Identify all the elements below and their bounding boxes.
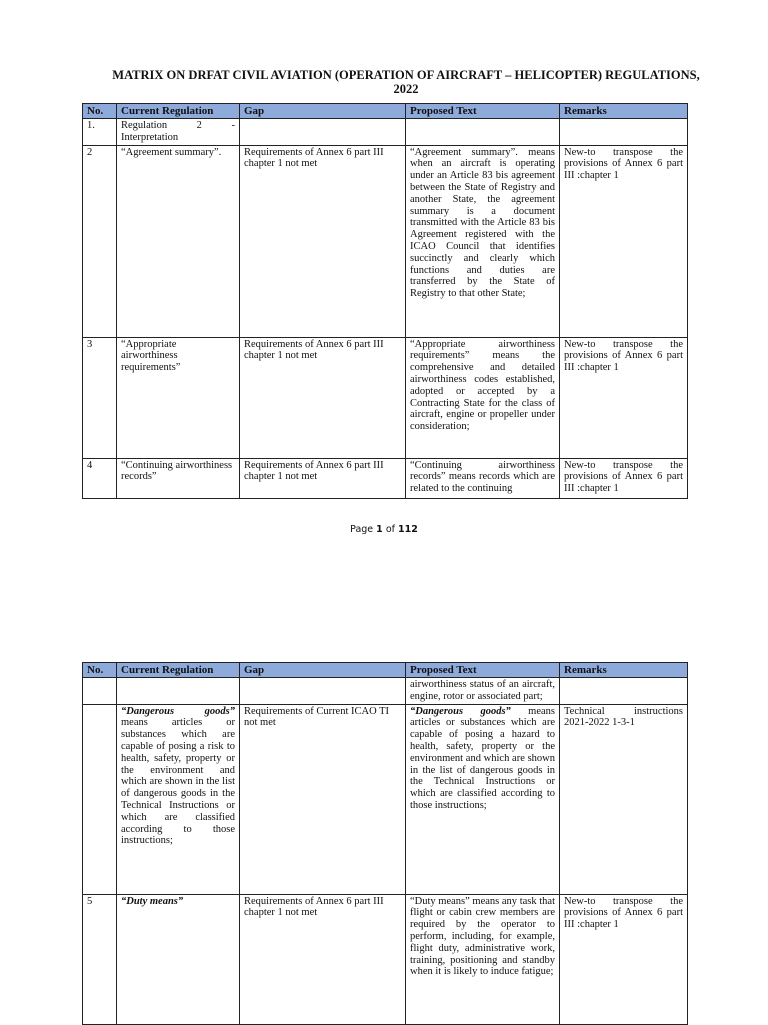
cell-current-regulation [117,894,240,1024]
table-row [83,704,688,894]
cell-no: 1. [83,119,117,146]
footer-prefix: Page [350,524,377,535]
cell-current-regulation: “Agreement summary”. [117,145,240,337]
cell-no: 3 [83,337,117,458]
cell-current-regulation: “Continuing airworthiness records” [117,458,240,498]
cell-no [83,678,117,705]
page-title [110,68,702,96]
dangerous-goods-definition: means articles or substances which are capable of posing a risk to health, safety, property or the environment and which are shown in the list of dangerous goods in the Technical Instructions or which are classified according to those instructions; [121,717,235,847]
cell-gap: Requirements of Current ICAO TI not met [240,704,406,894]
cell-no: 4 [83,458,117,498]
dangerous-goods-proposed-term: “Dangerous goods” [410,705,511,717]
footer-of: of [382,524,398,535]
cell-remarks: New-to transpose the provisions of Annex 6 part III :chapter 1 [560,145,688,337]
cell-current-regulation [117,704,240,894]
cell-current-regulation: “Appropriate airworthiness requirements” [117,337,240,458]
regulation-matrix-table-page-1 [82,103,688,499]
cell-proposed-text [406,119,560,146]
cell-proposed-text: “Appropriate airworthiness requirements” means the comprehensive and detailed airworthiness codes established, adopted or accepted by a Contracting State for the class of aircraft, engine or propeller under consideration; [406,337,560,458]
cell-proposed-text: airworthiness status of an aircraft, engine, rotor or associated part; [406,678,560,705]
table-header-row [83,104,688,119]
cell-remarks: New-to transpose the provisions of Annex 6 part III :chapter 1 [560,894,688,1024]
cell-remarks: Technical instructions 2021-2022 1-3-1 [560,704,688,894]
page-title-line-1: MATRIX ON DRFAT CIVIL AVIATION (OPERATION OF AIRCRAFT – HELICOPTER) REGULATIONS, [112,68,700,82]
cell-remarks [560,119,688,146]
cell-remarks: New-to transpose the provisions of Annex 6 part III :chapter 1 [560,458,688,498]
dangerous-goods-term: “Dangerous goods” [121,705,235,717]
header-no: No. [83,104,117,119]
table-row [83,119,688,146]
footer-total-pages: 112 [398,524,418,535]
table-header-row [83,663,688,678]
header-remarks: Remarks [560,104,688,119]
cell-no [83,704,117,894]
cell-gap [240,678,406,705]
cell-proposed-text: “Duty means” means any task that flight or cabin crew members are required by the operator to perform, including, for example, flight duty, administrative work, training, positioning and standby when it is likely to induce fatigue; [406,894,560,1024]
header-gap: Gap [240,663,406,678]
cell-remarks: New-to transpose the provisions of Annex 6 part III :chapter 1 [560,337,688,458]
cell-no: 2 [83,145,117,337]
table-row [83,337,688,458]
header-proposed-text: Proposed Text [406,663,560,678]
cell-gap: Requirements of Annex 6 part III chapter 1 not met [240,458,406,498]
table-row [83,894,688,1024]
cell-gap: Requirements of Annex 6 part III chapter 1 not met [240,145,406,337]
header-current-regulation: Current Regulation [117,663,240,678]
dangerous-goods-proposed-definition: means articles or substances which are capable of posing a hazard to health, safety, property or the environment and which are shown in the list of dangerous goods in the Technical Instructions or which are classified according to those instructions; [410,705,556,811]
regulation-matrix-table-page-2 [82,662,688,1025]
table-row [83,678,688,705]
cell-gap: Requirements of Annex 6 part III chapter 1 not met [240,337,406,458]
header-gap: Gap [240,104,406,119]
page-footer [0,524,768,535]
header-proposed-text: Proposed Text [406,104,560,119]
cell-proposed-text [406,704,560,894]
cell-gap: Requirements of Annex 6 part III chapter 1 not met [240,894,406,1024]
footer-current-page: 1 [376,524,383,535]
cell-current-regulation: Regulation 2 - Interpretation [117,119,240,146]
header-no: No. [83,663,117,678]
duty-means-term: “Duty means” [121,895,184,907]
cell-remarks [560,678,688,705]
header-current-regulation: Current Regulation [117,104,240,119]
cell-gap [240,119,406,146]
table-row [83,145,688,337]
cell-no: 5 [83,894,117,1024]
cell-current-regulation [117,678,240,705]
cell-proposed-text: “Agreement summary”. means when an aircraft is operating under an Article 83 bis agreement between the State of Registry and another State, the agreement summary is a document transmitted with the Article 83 bis Agreement registered with the ICAO Council that identifies succinctly and clearly which functions and duties are transferred by the State of Registry to that other State; [406,145,560,337]
table-row [83,458,688,498]
page-title-line-2: 2022 [393,82,419,96]
header-remarks: Remarks [560,663,688,678]
cell-proposed-text: “Continuing airworthiness records” means records which are related to the continuing [406,458,560,498]
